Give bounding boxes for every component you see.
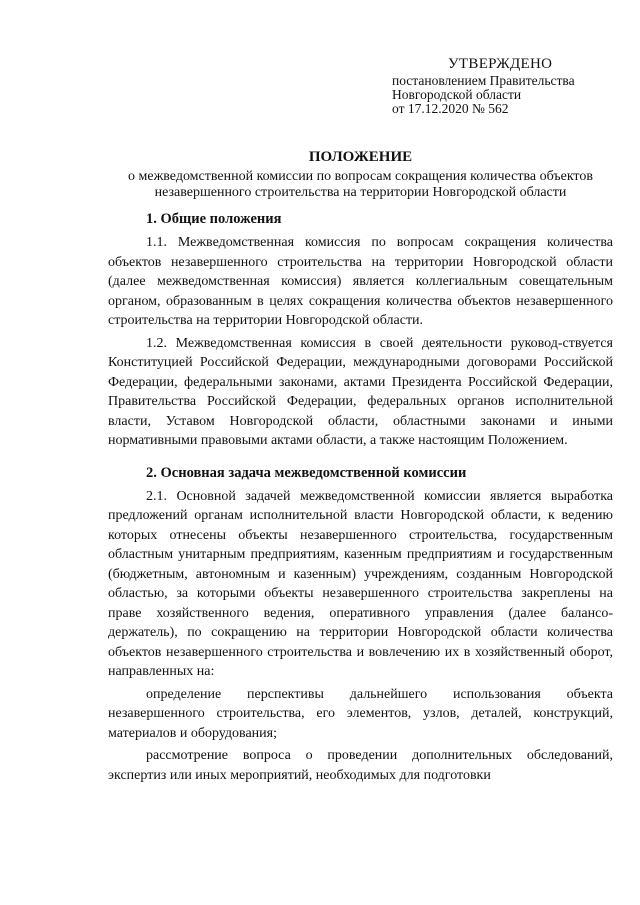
approval-stamp (392, 54, 632, 116)
paragraph: 1.2. Межведомственная комиссия в своей деятельности руковод-ствуется Конституцией Российской Федерации, международными договорами Российской Федерации, федеральными законами, актами Президента Российской Федерации, Правительства Российской Федерации, федеральных органов исполнительной власти, Уставом Новгородской области, областными законами и иными нормативными правовыми актами области, а также настоящим Положением. (108, 335, 613, 448)
paragraph: 1.1. Межведомственная комиссия по вопросам сокращения количества объектов незавершенного строительства на территории Новгородской области (далее межведомственная комиссия) является коллегиальным совещательным органом, образованным в целях сокращения количества объектов незавершенного строительства на территории Новгородской области. (108, 235, 613, 328)
section-general (108, 210, 613, 451)
paragraph: 2.1. Основной задачей межведомственной комиссии является выработка предложений органам исполнительной власти Новгородской области, к ведению которых отнесены объекты незавершенного строительства, государственным областным унитарным предприятиям, казенным предприятиям и государственным (бюджетным, автономным и казенным) учреждениям, созданным Новгородской областью, за которыми объекты незавершенного строительства закреплены на праве хозяйственного ведения, оперативного управления (далее балансо-держатель), по сокращению на территории Новгородской области количества объектов незавершенного строительства и вовлечению их в хозяйственный оборот, направленных на: (108, 488, 613, 679)
approval-line: Новгородской области (392, 87, 522, 102)
approval-heading: УТВЕРЖДЕНО (448, 56, 553, 72)
paragraph: рассмотрение вопроса о проведении дополнительных обследований, экспертиз или иных мероприятий, необходимых для подготовки (108, 748, 613, 783)
section-heading: 1. Общие положения (146, 211, 282, 227)
section-main-task (108, 464, 613, 786)
title-block (108, 148, 613, 201)
approval-line: постановлением Правительства (392, 73, 575, 88)
document-body (108, 210, 613, 785)
section-heading: 2. Основная задача межведомственной комиссии (146, 464, 467, 481)
paragraph: определение перспективы дальнейшего использования объекта незавершенного строительства, его элементов, узлов, деталей, конструкций, материалов и оборудования; (108, 686, 613, 741)
document-subtitle: о межведомственной комиссии по вопросам сокращения количества объектов незавершенного строительства на территории Новгородской области (128, 169, 593, 200)
document-title: ПОЛОЖЕНИЕ (308, 149, 413, 165)
approval-line: от 17.12.2020 № 562 (392, 101, 509, 116)
